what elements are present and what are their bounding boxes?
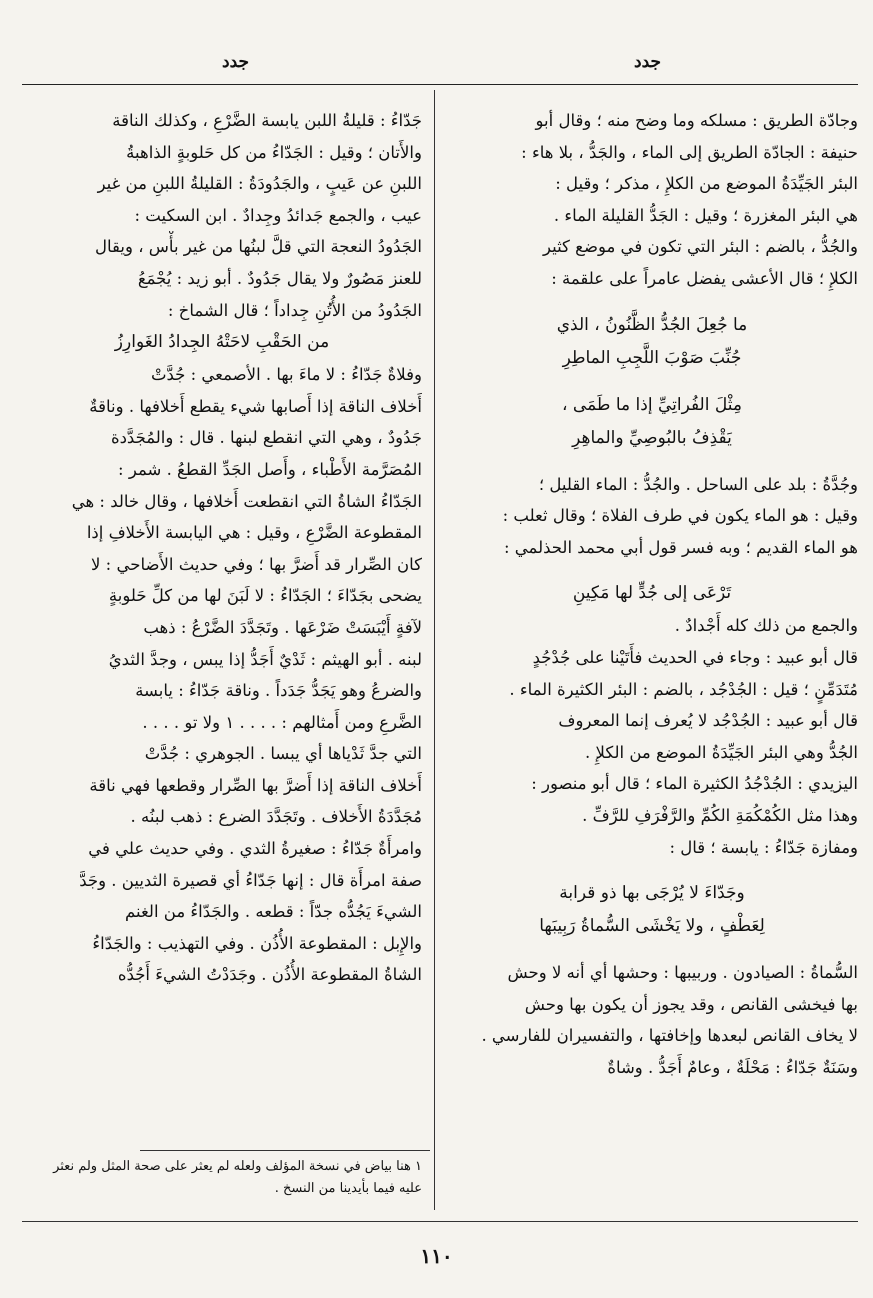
header-rule bbox=[22, 84, 858, 85]
right-text-block-1 bbox=[446, 105, 858, 295]
text-line: مُتَدَمِّنٍ ؛ قيل : الجُدْجُد ، بالضم : البئر الكثيرة الماء . bbox=[509, 679, 858, 699]
text-line: بها فيخشى القانص ، وقد يجوز أن يكون بها وحش bbox=[524, 994, 858, 1014]
running-head-right: جدد bbox=[634, 52, 662, 72]
footnote-rule bbox=[140, 1150, 430, 1151]
verse-line: وجَدّاءَ لا يُرْجَى بها ذو قرابة bbox=[559, 883, 745, 904]
text-line: صفة امرأَة قال : إنها جَدّاءُ أي قصيرة الثديين . وجَدَّ bbox=[79, 870, 422, 890]
text-line: اليزيدي : الجُدْجُدُ الكثيرة الماء ؛ قال أبو منصور : bbox=[531, 774, 858, 794]
text-line: البئر الجَيِّدَةُ الموضع من الكلإِ ، مذكر ؛ وقيل : bbox=[555, 174, 858, 194]
left-column bbox=[22, 105, 422, 991]
right-text-block-3 bbox=[446, 610, 858, 863]
poem-verse bbox=[446, 389, 858, 455]
text-line: أَخلاف الناقة إذا أَصابها شيء يقطع أَخلافها . وناقةٌ bbox=[89, 396, 422, 416]
text-line: وجُدَّةُ : بلد على الساحل . والجُدُّ : الماء القليل ؛ bbox=[538, 474, 858, 494]
poem-verse bbox=[446, 877, 858, 943]
text-line: وفلاةٌ جَدّاءُ : لا ماءَ بها . الأصمعي : جُدَّتْ bbox=[150, 365, 422, 385]
footnote-line: عليه فيما بأيدينا من النسخ . bbox=[274, 1181, 422, 1196]
footer-rule bbox=[22, 1221, 858, 1222]
text-line: حنيفة : الجادّة الطريق إلى الماء ، والجَدُّ ، بلا هاء : bbox=[521, 142, 858, 162]
verse-line: جُنِّبَ صَوْبَ اللَّجِبِ الماطِرِ bbox=[562, 347, 742, 368]
page-number: ١١٠ bbox=[420, 1244, 453, 1268]
poem-verse bbox=[446, 309, 858, 375]
text-line: جَدُودٌ ، وهي التي انقطع لبنها . قال : والمُجَدَّدة bbox=[110, 428, 422, 448]
text-line: والإِبل : المقطوعة الأُذُن . وفي التهذيب : والجَدّاءُ bbox=[92, 933, 422, 953]
poem-verse bbox=[22, 326, 422, 359]
text-line: والضرعُ وهو يَجَدُّ جَدَداً . وناقة جَدّاءُ : يابسة bbox=[135, 681, 422, 701]
left-text-block-2 bbox=[22, 359, 422, 991]
verse-line: يَقْذِفُ بالبُوصِيِّ والماهِرِ bbox=[572, 427, 732, 448]
text-line: جَدّاءُ : قليلةُ اللبن يابسة الضَّرْعِ ، وكذلك الناقة bbox=[112, 111, 422, 130]
text-line: الجَدُودُ النعجة التي قلَّ لبنُها من غير بأْس ، ويقال bbox=[95, 237, 422, 257]
text-line: والجُدُّ ، بالضم : البئر التي تكون في موضع كثير bbox=[543, 237, 858, 257]
text-line: لآفةٍ أَيْبَسَتْ ضَرْعَها . وتَجَدَّدَ الضَّرْعُ : ذهب bbox=[143, 617, 422, 637]
text-line: الشيءَ يَجُدُّه جدّاً : قطعه . والجَدّاءُ من الغنم bbox=[125, 902, 422, 922]
verse-line: مِثْلَ الفُراتِيِّ إذا ما طَمَى ، bbox=[562, 394, 742, 415]
text-line: هو الماء القديم ؛ وبه فسر قول أبي محمد الحذلمي : bbox=[504, 537, 858, 557]
text-line: لا يخاف القانص لبعدها وإخافتها ، والتفسيران للفارسي . bbox=[481, 1026, 858, 1046]
text-line: السُّماةُ : الصيادون . وربيبها : وحشها أي أنه لا وحش bbox=[507, 963, 858, 983]
text-line: والجمع من ذلك كله أَجْدادٌ . bbox=[674, 616, 858, 636]
text-line: والأَتان ؛ وقيل : الجَدّاءُ من كل حَلوبةٍ الذاهبةُ bbox=[126, 142, 422, 162]
text-line: الجَدّاءُ الشاةُ التي انقطعت أَخلافها ، وقال خالد : هي bbox=[71, 491, 422, 511]
text-line: وسَنَةٌ جَدّاءُ : مَحْلَةٌ ، وعامٌ أَجَدُّ . وشاةٌ bbox=[607, 1057, 858, 1077]
right-text-block-2 bbox=[446, 469, 858, 564]
right-column bbox=[446, 105, 858, 1083]
text-line: اللبنِ عن عَيبٍ ، والجَدُودَةُ : القليلةُ اللبنِ من غير bbox=[97, 174, 422, 194]
right-text-block-4 bbox=[446, 957, 858, 1083]
text-line: لبنه . أبو الهيثم : ثَدْيٌ أَجَدُّ إذا يبس ، وجدَّ الثديُ bbox=[108, 649, 422, 669]
footnote-line: ١ هنا بياض في نسخة المؤلف ولعله لم يعثر على صحة المثل ولم نعثر bbox=[53, 1159, 422, 1174]
text-line: المُصَرَّمة الأَطْباء ، وأَصل الجَدِّ القطعُ . شمر : bbox=[118, 459, 422, 479]
text-line: الجُدُّ وهي البئر الجَيِّدَةُ الموضع من الكلإِ . bbox=[585, 742, 858, 762]
text-line: يضحى بجَدّاءَ ؛ الجَدّاءُ : لا لَبَنَ لها من كلِّ حَلوبةٍ bbox=[108, 586, 422, 606]
text-line: قال أبو عبيد : الجُدْجُد لا يُعرف إنما المعروف bbox=[558, 711, 858, 731]
text-line: كان الصِّرار قد أَضرَّ بها ؛ وفي حديث الأَضاحي : لا bbox=[91, 554, 422, 574]
text-line: المقطوعة الضَّرْعِ ، وقيل : هي اليابسة الأَخلافِ إذا bbox=[86, 523, 422, 543]
text-line: أَخلاف الناقة إذا أَضرَّ بها الصِّرار وقطعها فهي ناقة bbox=[89, 775, 422, 795]
text-line: التي جدَّ ثَدْياها أي يبسا . الجوهري : جُدَّتْ bbox=[144, 744, 422, 764]
text-line: وهذا مثل الكُمْكُمَةِ الكُمِّ والرَّفْرَفِ للرَّفِّ . bbox=[582, 805, 858, 825]
text-line: هي البئر المغزرة ؛ وقيل : الجَدُّ القليلة الماء . bbox=[553, 205, 858, 225]
column-divider bbox=[434, 90, 435, 1210]
text-line: الشاةُ المقطوعة الأُذُن . وجَدَدْتُ الشيءَ أَجُدُّه bbox=[117, 965, 422, 985]
left-text-block-1 bbox=[22, 105, 422, 326]
text-line: وجادّة الطريق : مسلكه وما وضح منه ؛ وقال أبو bbox=[535, 111, 858, 130]
verse-line: من الحَقْبِ لاحَتْهُ الجِدادُ الغَوارِزُ bbox=[114, 332, 330, 353]
text-line: وامرأَةٌ جَدّاءُ : صغيرةُ الثدي . وفي حديث علي في bbox=[88, 839, 422, 859]
footnote bbox=[22, 1156, 422, 1200]
text-line: قال أبو عبيد : وجاء في الحديث فأَتَيْنا على جُدْجُدٍ bbox=[532, 647, 858, 667]
verse-line: ما جُعِلَ الجُدُّ الظَّنُونُ ، الذي bbox=[556, 314, 748, 335]
text-line: الضَّرعِ ومن أَمثالهم : . . . . ١ ولا تو . . . . bbox=[142, 712, 422, 732]
text-line: الكلإِ ؛ قال الأعشى يفضل عامراً على علقمة : bbox=[551, 268, 858, 288]
text-line: عيب ، والجمع جَدائدُ وجِدادٌ . ابن السكيت : bbox=[134, 205, 422, 225]
poem-verse bbox=[446, 577, 858, 610]
verse-line: لِعَطْفٍ ، ولا يَخْشَى السُّماةُ رَبِيبَها bbox=[539, 916, 765, 937]
text-line: وقيل : هو الماء يكون في طرف الفلاة ؛ وقال ثعلب : bbox=[502, 506, 858, 526]
text-line: للعنز مَصُورٌ ولا يقال جَدُودٌ . أبو زيد : يُجْمَعُ bbox=[137, 268, 422, 288]
text-line: ومفازة جَدّاءُ : يابسة ؛ قال : bbox=[669, 837, 858, 857]
text-line: مُجَدَّدَةُ الأَخلاف . وتَجَدَّدَ الضرع : ذهب لبنُه . bbox=[130, 807, 422, 827]
verse-line: تَرْعَى إلى جُدٍّ لها مَكِينِ bbox=[572, 583, 732, 604]
text-line: الجَدُودُ من الأُتُنِ جِداداً ؛ قال الشماخ : bbox=[167, 300, 422, 320]
running-head-left: جدد bbox=[222, 52, 250, 72]
